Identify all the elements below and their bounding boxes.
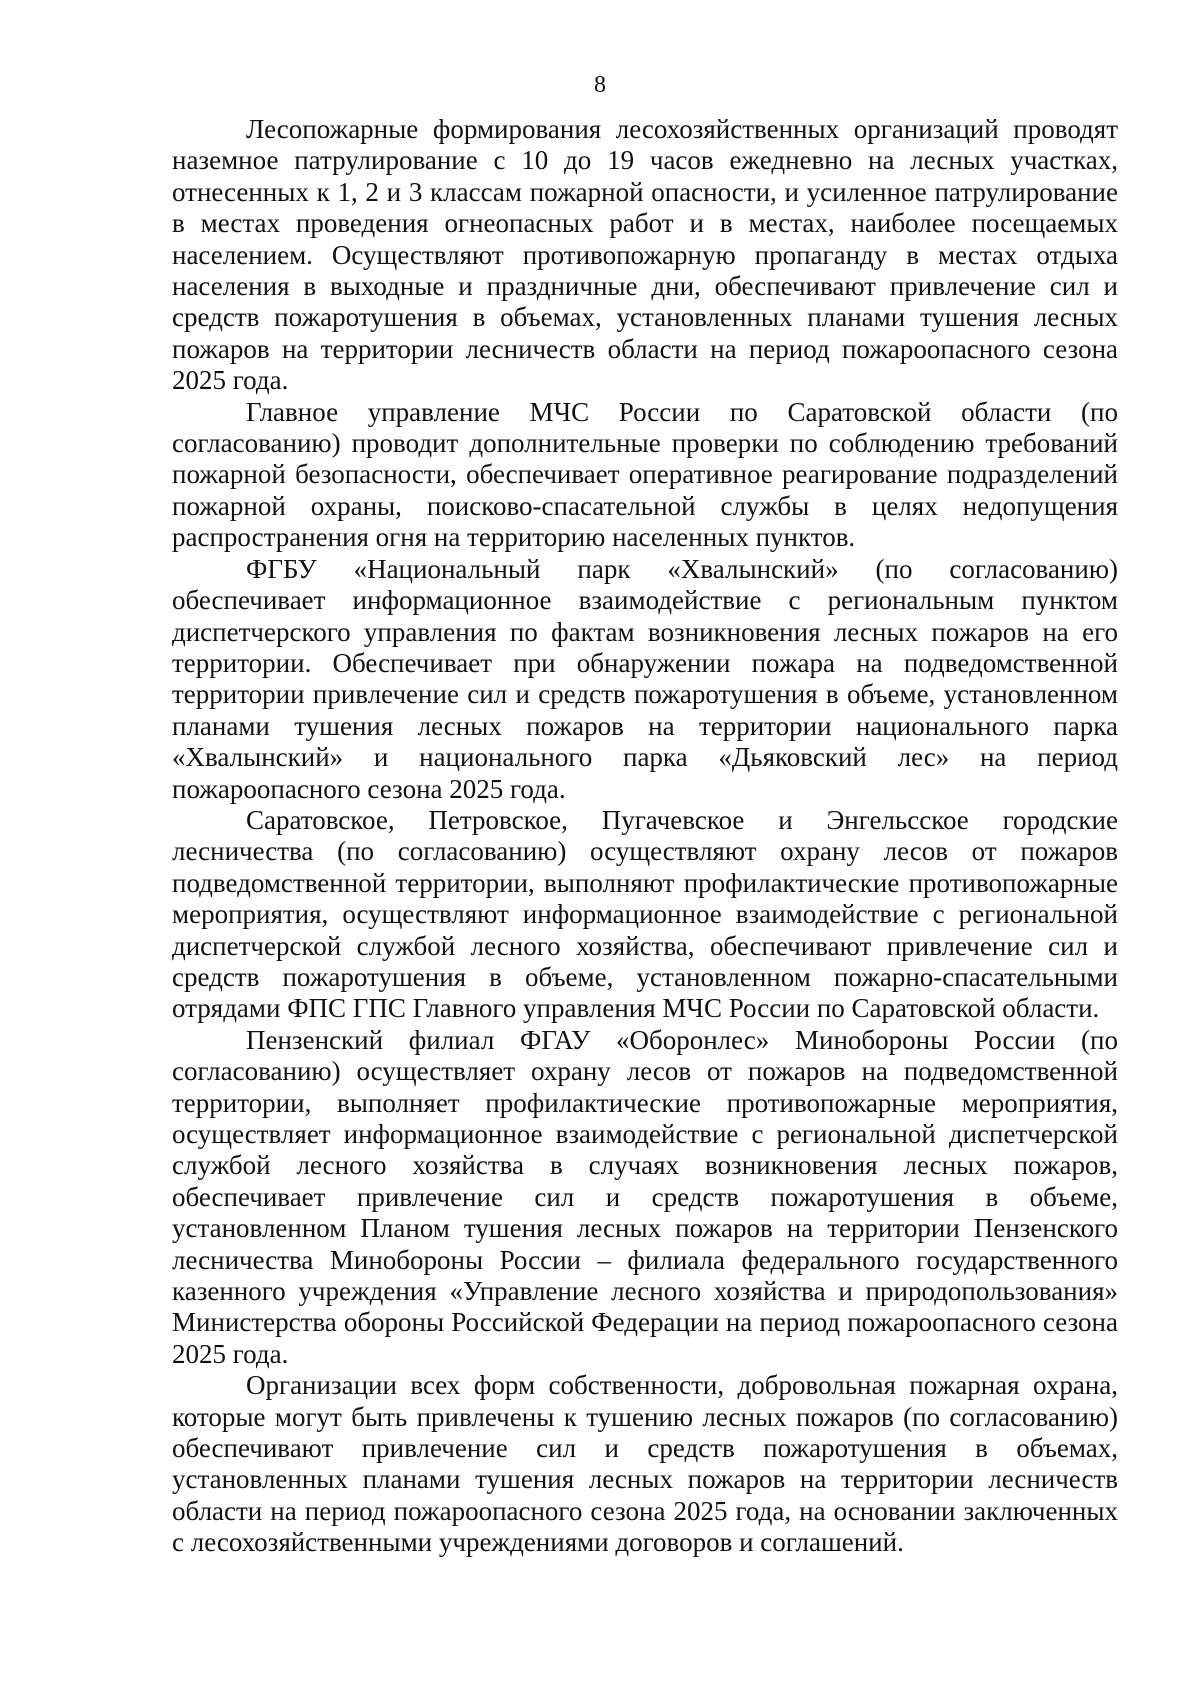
paragraph-khvalynsky-park: ФГБУ «Национальный парк «Хвалынский» (по согласованию) обеспечивает информационное взаимодействие с региональным пунктом диспетчерского управления по фактам возникновения лесных пожаров на его территории. Обеспечивает при обнаружении пожара на подведомственной территории привлечение сил и средств пожаротушения в объеме, установленном планами тушения лесных пожаров на территории национального парка «Хвалынский» и национального парка «Дьяковский лес» на период пожароопасного сезона 2025 года. (172, 553, 1118, 804)
paragraph-forest-fire-units: Лесопожарные формирования лесохозяйственных организаций проводят наземное патрулирование с 10 до 19 часов ежедневно на лесных участках, отнесенных к 1, 2 и 3 классам пожарной опасности, и усиленное патрулирование в местах проведения огнеопасных работ и в местах, наиболее посещаемых населением. Осуществляют противопожарную пропаганду в местах отдыха населения в выходные и праздничные дни, обеспечивают привлечение сил и средств пожаротушения в объемах, установленных планами тушения лесных пожаров на территории лесничеств области на период пожароопасного сезона 2025 года. (172, 114, 1118, 396)
page-number: 8 (594, 72, 606, 98)
paragraph-mchs-directorate: Главное управление МЧС России по Саратовской области (по согласованию) проводит дополнительные проверки по соблюдению требований пожарной безопасности, обеспечивает оперативное реагирование подразделений пожарной охраны, поисково-спасательной службы в целях недопущения распространения огня на территорию населенных пунктов. (172, 396, 1118, 553)
paragraph-city-forestries: Саратовское, Петровское, Пугачевское и Энгельсское городские лесничества (по согласованию) осуществляют охрану лесов от пожаров подведомственной территории, выполняют профилактические противопожарные мероприятия, осуществляют информационное взаимодействие с региональной диспетчерской службой лесного хозяйства, обеспечивают привлечение сил и средств пожаротушения в объеме, установленном пожарно-спасательными отрядами ФПС ГПС Главного управления МЧС России по Саратовской области. (172, 804, 1118, 1024)
document-body (172, 114, 1118, 1559)
paragraph-organizations: Организации всех форм собственности, добровольная пожарная охрана, которые могут быть привлечены к тушению лесных пожаров (по согласованию) обеспечивают привлечение сил и средств пожаротушения в объемах, установленных планами тушения лесных пожаров на территории лесничеств области на период пожароопасного сезона 2025 года, на основании заключенных с лесохозяйственными учреждениями договоров и соглашений. (172, 1370, 1118, 1558)
paragraph-oboronles-branch: Пензенский филиал ФГАУ «Оборонлес» Минобороны России (по согласованию) осуществляет охрану лесов от пожаров на подведомственной территории, выполняет профилактические противопожарные мероприятия, осуществляет информационное взаимодействие с региональной диспетчерской службой лесного хозяйства в случаях возникновения лесных пожаров, обеспечивает привлечение сил и средств пожаротушения в объеме, установленном Планом тушения лесных пожаров на территории Пензенского лесничества Минобороны России – филиала федерального государственного казенного учреждения «Управление лесного хозяйства и природопользования» Министерства обороны Российской Федерации на период пожароопасного сезона 2025 года. (172, 1024, 1118, 1369)
